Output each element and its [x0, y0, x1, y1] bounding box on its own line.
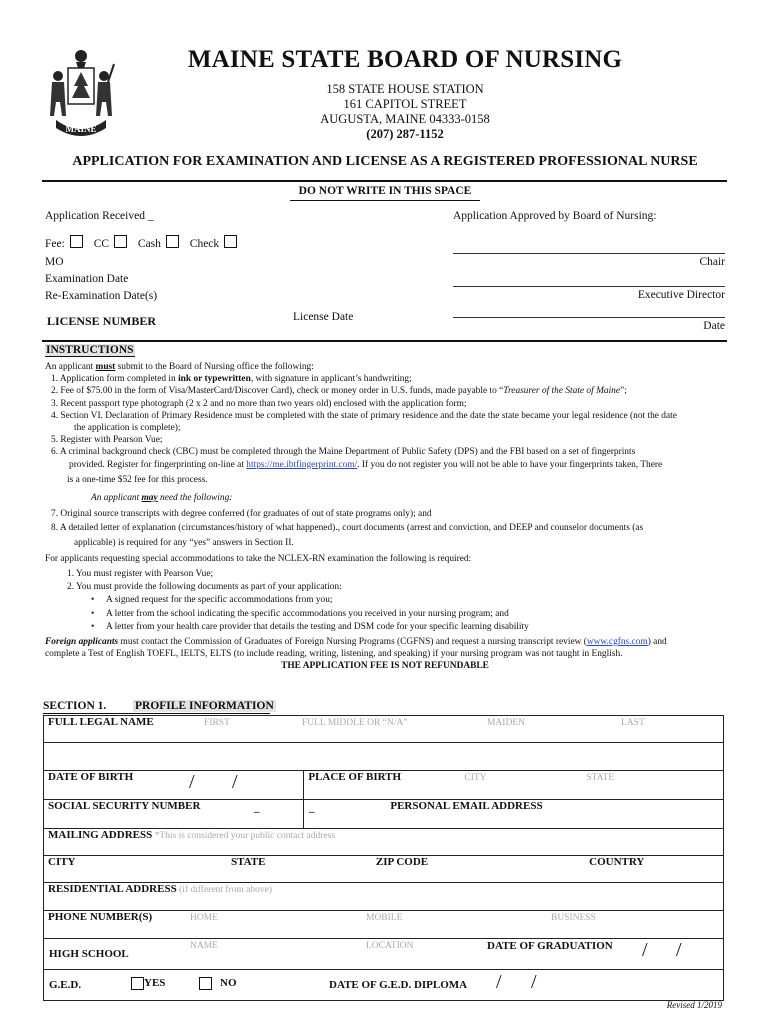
- country-label: COUNTRY: [589, 856, 645, 868]
- ged-no-label: NO: [220, 977, 237, 989]
- cgfns-link[interactable]: www.cgfns.com: [586, 637, 648, 648]
- may-need-heading: An applicant may need the following:: [91, 493, 233, 504]
- maiden-name-hint: MAIDEN: [487, 718, 525, 728]
- special-accommodations-intro: For applicants requesting special accommodations to take the NCLEX-RN examination the following is required:: [45, 553, 472, 564]
- svg-text:MAINE: MAINE: [65, 124, 97, 134]
- date-separator: /: [189, 771, 195, 793]
- fee-not-refundable: THE APPLICATION FEE IS NOT REFUNDABLE: [281, 661, 489, 672]
- application-title: APPLICATION FOR EXAMINATION AND LICENSE AS A REGISTERED PROFESSIONAL NURSE: [72, 154, 698, 169]
- email-field[interactable]: [304, 800, 724, 829]
- home-phone-hint: HOME: [190, 913, 218, 923]
- fee-label: Fee:: [45, 238, 65, 250]
- country-field[interactable]: [587, 856, 723, 883]
- instructions-heading: INSTRUCTIONS: [46, 344, 134, 356]
- full-legal-name-field[interactable]: [44, 716, 724, 743]
- date-separator: /: [642, 939, 648, 961]
- high-school-label: HIGH SCHOOL: [49, 948, 129, 960]
- phone-numbers-field[interactable]: [44, 911, 724, 939]
- divider: [43, 713, 270, 714]
- instruction-item-4-cont: the application is complete);: [74, 423, 181, 434]
- birth-city-hint: CITY: [464, 773, 487, 783]
- special-bullet-2: • A letter from the school indicating the specific accommodations you received in your nursing program; and: [91, 608, 509, 619]
- ged-yes-checkbox[interactable]: [131, 977, 144, 990]
- section-1-label: SECTION 1.: [43, 700, 107, 712]
- middle-name-hint: FULL MIDDLE OR “N/A”: [302, 718, 408, 728]
- divider: [290, 200, 480, 201]
- fingerprint-link[interactable]: https://me.ibtfingerprint.com/: [246, 459, 358, 470]
- date-separator: /: [496, 971, 502, 993]
- email-label: PERSONAL EMAIL ADDRESS: [390, 800, 543, 812]
- high-school-field[interactable]: [44, 939, 724, 970]
- instruction-item-8-cont: applicable) is required for any “yes” answers in Section II.: [74, 537, 294, 548]
- examination-date-label: Examination Date: [45, 273, 129, 285]
- application-approved-label: Application Approved by Board of Nursing:: [453, 210, 657, 222]
- address-line-3: AUGUSTA, MAINE 04333-0158: [320, 112, 490, 126]
- chair-signature-line[interactable]: [453, 253, 725, 254]
- mailing-address-note: *This is considered your public contact address: [152, 831, 336, 841]
- license-date-label: License Date: [293, 311, 354, 323]
- mobile-phone-hint: MOBILE: [366, 913, 403, 923]
- full-legal-name-input[interactable]: [44, 743, 724, 771]
- ssn-field[interactable]: [44, 800, 315, 829]
- instructions-list: [45, 361, 725, 673]
- foreign-applicants-note: Foreign applicants must contact the Commission of Graduates of Foreign Nursing Programs (CGFNS) and request a nursing transcript review (www.cgfns.com) and: [45, 637, 667, 648]
- instructions-intro: An applicant must submit to the Board of Nursing office the following:: [45, 362, 314, 372]
- date-of-birth-field[interactable]: [44, 771, 304, 800]
- special-bullet-1: • A signed request for the specific accommodations from you;: [91, 595, 333, 606]
- section-1-title: PROFILE INFORMATION: [135, 700, 274, 712]
- special-bullet-3: • A letter from your health care provider that details the testing and DSM code for your specific learning disability: [91, 621, 529, 632]
- high-school-name-hint: NAME: [190, 941, 218, 951]
- state-label: STATE: [231, 856, 266, 868]
- date-separator: /: [531, 971, 537, 993]
- state-field[interactable]: [222, 856, 304, 883]
- place-of-birth-label: PLACE OF BIRTH: [308, 771, 402, 783]
- executive-director-label: Executive Director: [637, 289, 725, 301]
- residential-address-label: RESIDENTIAL ADDRESS: [48, 883, 177, 895]
- place-of-birth-field[interactable]: [304, 771, 724, 800]
- foreign-applicants-note-cont: complete a Test of English TOEFL, IELTS, ELTS (to include reading, writing, listening, and speaking) if your nursing program was not taught in English.: [45, 649, 623, 660]
- last-name-hint: LAST: [621, 718, 645, 728]
- zip-code-label: ZIP CODE: [375, 856, 429, 868]
- divider: [42, 340, 727, 342]
- special-item-2: 2. You must provide the following documents as part of your application:: [67, 582, 342, 593]
- fee-row: [45, 235, 237, 250]
- birth-state-hint: STATE: [586, 773, 615, 783]
- city-label: CITY: [48, 856, 76, 868]
- high-school-location-hint: LOCATION: [366, 941, 414, 951]
- full-legal-name-label: FULL LEGAL NAME: [48, 716, 154, 728]
- date-separator: /: [232, 771, 238, 793]
- residential-address-note: (if different from above): [176, 885, 272, 895]
- ssn-separator: _: [254, 802, 260, 814]
- instruction-item-6-cont: provided. Register for fingerprinting on-line at https://me.ibtfingerprint.com/. If you do not register you will not be able to have your fingerprints taken, There: [69, 459, 663, 470]
- instruction-item-7: 7. Original source transcripts with degree conferred (for graduates of out of state programs only); and: [51, 509, 432, 520]
- ged-label: G.E.D.: [49, 979, 82, 991]
- check-label: Check: [189, 238, 220, 250]
- ged-diploma-date-label: DATE OF G.E.D. DIPLOMA: [329, 979, 468, 991]
- instruction-item-6: 6. A criminal background check (CBC) must be completed through the Maine Department of Public Safety (DPS) and the FBI based on a set of fingerprints: [51, 447, 636, 458]
- instruction-item-8: 8. A detailed letter of explanation (circumstances/history of what happened)., court documents (arrest and conviction, and DEEP and counselor documents (as: [51, 523, 644, 534]
- executive-director-signature-line[interactable]: [453, 286, 725, 287]
- city-field[interactable]: [44, 856, 223, 883]
- instruction-item-1: 1. Application form completed in ink or typewritten, with signature in applicant’s handwriting;: [51, 374, 412, 385]
- graduation-date-label: DATE OF GRADUATION: [487, 940, 613, 952]
- chair-label: Chair: [699, 256, 725, 268]
- reexamination-dates-label: Re-Examination Date(s): [45, 290, 158, 302]
- date-label: Date: [703, 320, 725, 332]
- mo-label: MO: [45, 256, 64, 268]
- ged-no-checkbox[interactable]: [199, 977, 212, 990]
- cash-checkbox[interactable]: [166, 235, 179, 248]
- instruction-item-4: 4. Section VI. Declaration of Primary Residence must be completed with the state of primary residence and the date the state became your legal residence (not the date: [51, 410, 677, 421]
- date-of-birth-label: DATE OF BIRTH: [48, 771, 134, 783]
- residential-address-field[interactable]: [44, 883, 724, 911]
- ged-field[interactable]: [44, 970, 724, 1001]
- check-checkbox[interactable]: [224, 235, 237, 248]
- revised-date: Revised 1/2019: [666, 1000, 722, 1010]
- address-line-2: 161 CAPITOL STREET: [343, 97, 467, 111]
- business-phone-hint: BUSINESS: [551, 913, 596, 923]
- mailing-address-field[interactable]: [44, 829, 724, 856]
- ssn-separator: _: [309, 802, 315, 814]
- ged-yes-label: YES: [144, 977, 166, 989]
- page-title: MAINE STATE BOARD OF NURSING: [187, 46, 623, 73]
- instruction-item-2: 2. Fee of $75.00 in the form of Visa/MasterCard/Discover Card), check or money order in U.S. funds, made payable to “Treasurer of the State of Maine”;: [51, 386, 627, 397]
- first-name-hint: FIRST: [204, 718, 230, 728]
- address-line-1: 158 STATE HOUSE STATION: [326, 82, 484, 96]
- date-line[interactable]: [453, 317, 725, 318]
- date-separator: /: [676, 939, 682, 961]
- fee-checkbox[interactable]: [70, 235, 83, 248]
- do-not-write-label: DO NOT WRITE IN THIS SPACE: [298, 185, 472, 197]
- cc-label: CC: [93, 238, 110, 250]
- cc-checkbox[interactable]: [114, 235, 127, 248]
- license-number-label: LICENSE NUMBER: [47, 314, 157, 328]
- instruction-item-3: 3. Recent passport type photograph (2 x 2 and no more than two years old) enclosed with the application form;: [51, 398, 467, 409]
- phone-numbers-label: PHONE NUMBER(S): [48, 911, 153, 923]
- mailing-address-label: MAILING ADDRESS: [48, 829, 153, 841]
- ssn-label: SOCIAL SECURITY NUMBER: [48, 800, 201, 812]
- cash-label: Cash: [137, 238, 161, 250]
- zip-code-field[interactable]: [304, 856, 587, 883]
- application-received-label: Application Received _: [45, 210, 154, 222]
- special-item-1: 1. You must register with Pearson Vue;: [67, 569, 214, 580]
- instruction-item-6-fee: is a one-time $52 fee for this process.: [67, 474, 208, 485]
- profile-form: [43, 715, 724, 1001]
- divider: [42, 180, 727, 182]
- phone-number: (207) 287-1152: [366, 127, 444, 141]
- instruction-item-5: 5. Register with Pearson Vue;: [51, 435, 163, 446]
